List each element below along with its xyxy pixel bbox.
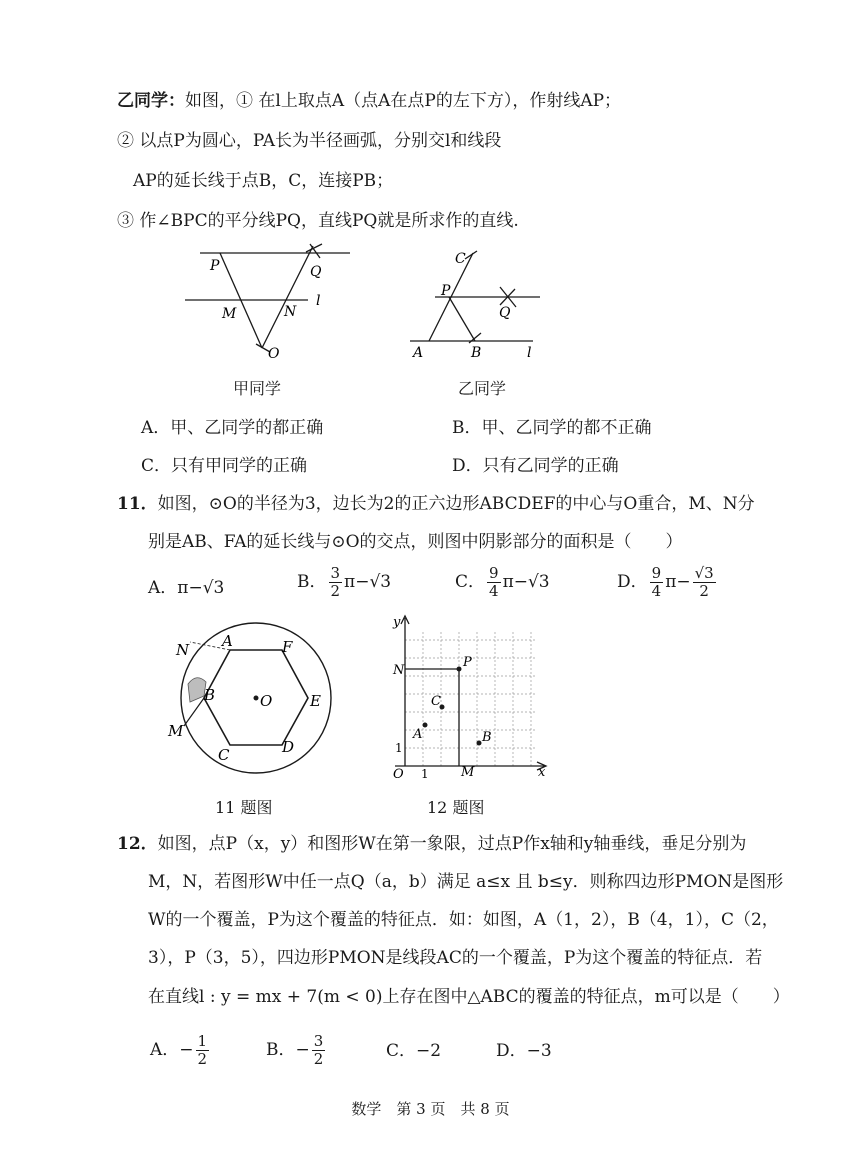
q12-text5: 在直线l : y = mx + 7(m < 0)上存在图中△ABC的覆盖的特征点，m可以是（ ） [148, 987, 790, 1007]
q12-label-n: N [393, 663, 405, 678]
q11-label-c: C [218, 746, 230, 764]
q12-text1: 如图，点P（x，y）和图形W在第一象限，过点P作x轴和y轴垂线，垂足分别为 [157, 834, 747, 854]
q11-option-d-num: 9 [651, 564, 662, 582]
q11-line-ab-extension [184, 698, 204, 726]
q11-option-d-frac2 [693, 565, 716, 600]
q12-line1 [117, 833, 746, 855]
yi-label-l: l [527, 345, 532, 361]
q12-label-one-x: 1 [421, 767, 429, 780]
caption-q12: 12 题图 [427, 798, 485, 817]
q10-option-d: D．只有乙同学的正确 [452, 456, 619, 476]
q11-label-f: F [282, 638, 293, 656]
q12-label-y: y [393, 615, 401, 630]
q11-option-a: A．π−√3 [148, 578, 225, 598]
q12-option-b-num: 3 [313, 1032, 324, 1050]
yi-label-p: P [441, 283, 451, 299]
yi-label-q: Q [499, 305, 511, 321]
q11-label-d: D [282, 738, 295, 756]
q12-option-a-num: 1 [197, 1032, 208, 1050]
q11-option-c-den: 4 [489, 582, 499, 600]
q11-label-b: B [204, 686, 216, 704]
q12-label-one-y: 1 [395, 741, 403, 755]
q11-option-b-suffix: π−√3 [344, 572, 392, 592]
q11-label-o: O [260, 692, 273, 710]
q12-text4: 3），P（3，5），四边形PMON是线段AC的一个覆盖，P为这个覆盖的特征点．若 [148, 948, 763, 968]
yi-line-pb [449, 297, 475, 341]
q12-option-d: D．−3 [496, 1041, 552, 1061]
q12-text2: M，N，若图形W中任一点Q（a，b）满足 a≤x 且 b≤y．则称四边形PMON是图形 [148, 872, 784, 892]
q12-point-p [457, 667, 462, 672]
yi-step2b: AP的延长线于点B，C，连接PB； [133, 171, 394, 191]
q12-label-a: A [413, 727, 423, 742]
q11-label-e: E [310, 692, 321, 710]
figure-yi [405, 245, 555, 365]
q12-label-x: x [538, 765, 546, 780]
q11-text1: 如图，⊙O的半径为3，边长为2的正六边形ABCDEF的中心与O重合，M、N分 [157, 494, 755, 514]
q11-option-c-prefix: C． [455, 572, 486, 592]
q12-option-a-prefix: A．− [150, 1040, 194, 1060]
jia-label-p: P [210, 258, 220, 274]
yi-label-c: C [455, 251, 466, 267]
caption-jia: 甲同学 [233, 379, 282, 398]
q12-label-o: O [393, 767, 404, 780]
q11-label-a: A [222, 632, 233, 650]
q11-number: 11． [117, 494, 158, 514]
q12-grid [405, 632, 535, 766]
yi-step1 [117, 90, 621, 112]
q11-option-d-mid: π− [665, 572, 691, 592]
q12-option-c: C．−2 [386, 1041, 442, 1061]
q12-number: 12． [117, 834, 158, 854]
q11-option-b-num: 3 [330, 564, 341, 582]
jia-line-oq [262, 246, 313, 348]
q12-option-a-frac [196, 1033, 210, 1068]
q11-option-c-frac [487, 565, 501, 600]
q12-option-b-frac [312, 1033, 326, 1068]
figure-q12 [385, 610, 555, 780]
q12-label-m: M [461, 765, 475, 780]
q12-option-b-den: 2 [313, 1050, 324, 1068]
jia-label-n: N [284, 304, 297, 320]
yi-label: 乙同学： [117, 91, 185, 111]
q11-option-d-den: 4 [651, 582, 662, 600]
jia-label-o: O [268, 346, 280, 362]
yi-step1-text: 如图，① 在l上取点A（点A在点P的左下方），作射线AP； [185, 91, 622, 111]
q12-option-a [150, 1033, 211, 1068]
q11-option-c-num: 9 [489, 564, 499, 582]
yi-label-a: A [413, 345, 424, 361]
yi-step3: ③ 作∠BPC的平分线PQ，直线PQ就是所求作的直线. [117, 211, 519, 231]
caption-q11: 11 题图 [215, 798, 273, 817]
q11-option-b-frac [329, 565, 343, 600]
q10-option-c: C．只有甲同学的正确 [141, 456, 308, 476]
q11-text2: 别是AB、FA的延长线与⊙O的交点，则图中阴影部分的面积是（ ） [148, 532, 683, 552]
q11-option-c [455, 565, 550, 600]
q11-center-dot [254, 696, 259, 701]
caption-yi: 乙同学 [458, 379, 507, 398]
jia-label-m: M [222, 306, 237, 322]
q11-option-c-suffix: π−√3 [502, 572, 550, 592]
q11-option-b-den: 2 [330, 582, 341, 600]
q10-option-b: B．甲、乙同学的都不正确 [452, 418, 652, 438]
q12-label-c: C [431, 694, 441, 709]
q12-label-b: B [482, 730, 492, 745]
q11-option-b-prefix: B． [297, 572, 327, 592]
q12-option-b [266, 1033, 327, 1068]
q12-option-a-den: 2 [197, 1050, 208, 1068]
jia-label-l: l [316, 293, 321, 309]
q12-option-b-prefix: B．− [266, 1040, 310, 1060]
q11-label-m: M [168, 722, 184, 740]
page-footer: 数学 第 3 页 共 8 页 [351, 1100, 510, 1118]
q12-text3: W的一个覆盖，P为这个覆盖的特征点．如：如图，A（1，2），B（4，1），C（2， [148, 910, 779, 930]
yi-label-b: B [471, 345, 482, 361]
q11-option-d [617, 565, 718, 600]
q12-point-a [423, 723, 428, 728]
q11-option-d-num2: √3 [694, 564, 714, 582]
q11-option-b [297, 565, 391, 600]
q11-option-d-prefix: D． [617, 572, 648, 592]
yi-step2: ② 以点P为圆心，PA长为半径画弧，分别交l和线段 [117, 131, 502, 151]
q11-label-n: N [176, 641, 190, 659]
figure-jia [180, 240, 360, 365]
q12-point-b [477, 741, 482, 746]
q11-option-d-frac1 [650, 565, 664, 600]
q11-line1 [117, 493, 755, 515]
figure-q11 [160, 620, 340, 785]
q10-option-a: A．甲、乙同学的都正确 [141, 418, 324, 438]
jia-label-q: Q [310, 264, 322, 280]
q11-option-d-den2: 2 [699, 582, 709, 600]
q12-label-p: P [463, 655, 472, 670]
